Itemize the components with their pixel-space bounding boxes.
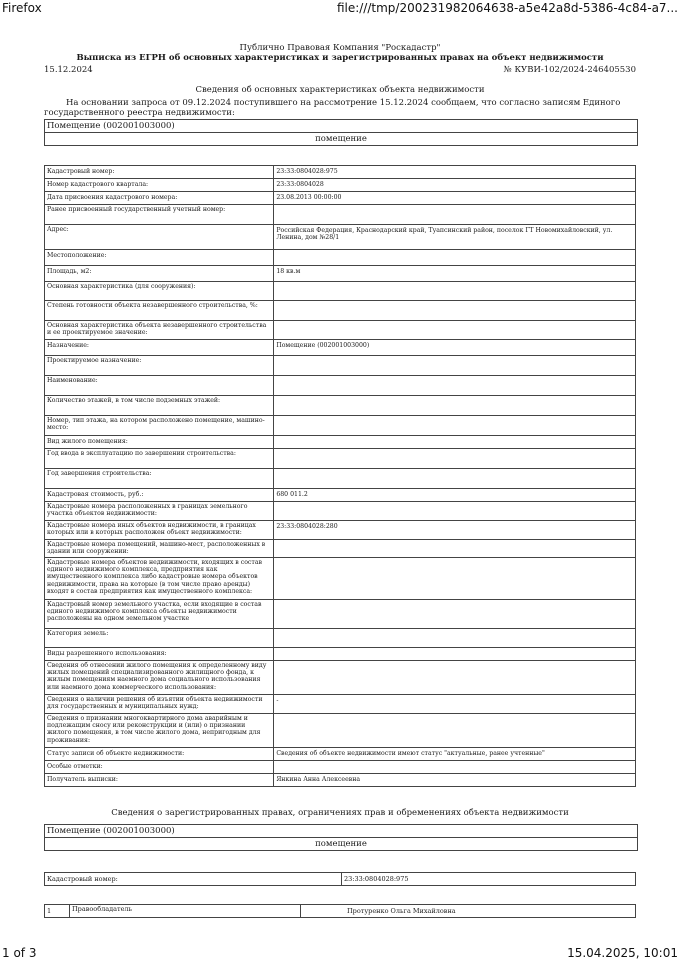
document-title: Выписка из ЕГРН об основных характеристиках и зарегистрированных правах на объект недвижимости: [76, 53, 604, 63]
row-value: [274, 761, 636, 774]
holder-value: Протуренко Ольга Михайловна: [301, 905, 636, 918]
row-value: -: [274, 695, 636, 714]
row-label: Виды разрешенного использования:: [45, 648, 274, 661]
row-label: Ранее присвоенный государственный учетный номер:: [45, 205, 274, 225]
row-label: Дата присвоения кадастрового номера:: [45, 192, 274, 205]
row-value: 23.08.2013 00:00:00: [274, 192, 636, 205]
holder-num: 1: [45, 905, 70, 918]
row-label: Основная характеристика (для сооружения):: [45, 282, 274, 301]
table-row: [45, 301, 636, 321]
row-label: Год ввода в эксплуатацию по завершении строительства:: [45, 449, 274, 469]
cad-value: 23:33:0804028:975: [342, 873, 636, 886]
object-name-rights: Помещение (002001003000): [45, 825, 637, 838]
rights-cadastral-table: [44, 872, 636, 886]
row-value: [274, 714, 636, 748]
table-row: [45, 321, 636, 340]
table-row: [45, 540, 636, 558]
table-row: [45, 873, 636, 886]
table-row: [45, 714, 636, 748]
table-row: [45, 521, 636, 540]
table-row: [45, 192, 636, 205]
row-value: [274, 376, 636, 396]
table-row: [45, 282, 636, 301]
row-value: [274, 648, 636, 661]
row-label: Кадастровые номера помещений, машино-мест, расположенных в здании или сооружении:: [45, 540, 274, 558]
print-datetime: 15.04.2025, 10:01: [567, 946, 678, 960]
characteristics-table: [44, 165, 636, 787]
object-name: Помещение (002001003000): [45, 120, 637, 133]
table-row: [45, 748, 636, 761]
row-label: Категория земель:: [45, 629, 274, 648]
row-label: Кадастровые номера расположенных в границах земельного участка объектов недвижимости:: [45, 502, 274, 521]
row-label: Назначение:: [45, 340, 274, 356]
row-value: [274, 416, 636, 436]
row-label: Адрес:: [45, 225, 274, 250]
row-label: Наименование:: [45, 376, 274, 396]
table-row: [45, 436, 636, 449]
table-row: [45, 629, 636, 648]
row-value: Янкина Анна Алексеевна: [274, 774, 636, 787]
object-box-rights: [44, 824, 638, 851]
row-label: Кадастровый номер земельного участка, если входящие в состав единого недвижимого комплекса объекты недвижимости расположены на одном земельном участке: [45, 600, 274, 629]
row-label: Площадь, м2:: [45, 266, 274, 282]
row-label: Сведения о признании многоквартирного дома аварийным и подлежащим сносу или реконструкции и (или) о признании жилого помещения, в том числе жилого дома, непригодным для проживания:: [45, 714, 274, 748]
object-type-rights: помещение: [315, 839, 367, 849]
document-number: № КУВИ-102/2024-246405530: [503, 65, 636, 75]
row-value: [274, 600, 636, 629]
intro-paragraph: На основании запроса от 09.12.2024 поступившего на рассмотрение 15.12.2024 сообщаем, что согласно записям Единого государственного реестра недвижимости:: [44, 98, 621, 118]
table-row: [45, 396, 636, 416]
row-value: [274, 205, 636, 225]
table-row: [45, 340, 636, 356]
row-label: Номер, тип этажа, на котором расположено помещение, машино-место:: [45, 416, 274, 436]
row-value: [274, 356, 636, 376]
row-value: [274, 540, 636, 558]
section-title-rights: Сведения о зарегистрированных правах, ограничениях прав и обременениях объекта недвижимости: [111, 808, 569, 818]
cad-label: Кадастровый номер:: [45, 873, 342, 886]
row-label: Кадастровые номера объектов недвижимости, входящих в состав единого недвижимого комплекса, предприятия как имущественного комплекса либо кадастровые номера объектов недвижимости, права на которые (в том числе право аренды) входят в состав предприятия как имущественного комплекса:: [45, 558, 274, 600]
table-row: [45, 266, 636, 282]
table-row: [45, 250, 636, 266]
row-label: Количество этажей, в том числе подземных этажей:: [45, 396, 274, 416]
row-value: Помещение (002001003000): [274, 340, 636, 356]
table-row: [45, 502, 636, 521]
table-row: [45, 774, 636, 787]
holder-label: Правообладатель: [70, 905, 301, 918]
page-url: file:///tmp/200231982064638-a5e42a8d-5386-4c84-a7...: [336, 1, 678, 15]
row-label: Номер кадастрового квартала:: [45, 179, 274, 192]
row-value: 18 кв.м: [274, 266, 636, 282]
table-row: [45, 225, 636, 250]
row-value: [274, 250, 636, 266]
section-title-characteristics: Сведения об основных характеристиках объекта недвижимости: [195, 85, 485, 95]
table-row: [45, 449, 636, 469]
row-label: Кадастровый номер:: [45, 166, 274, 179]
table-row: [45, 905, 636, 918]
row-value: Российская Федерация, Краснодарский край, Туапсинский район, поселок ГТ Новомихайловский, ул. Ленина, дом №28/1: [274, 225, 636, 250]
table-row: [45, 489, 636, 502]
table-row: [45, 416, 636, 436]
row-label: Сведения об отнесении жилого помещения к определенному виду жилых помещений специализированного жилищного фонда, к жилым помещениям наемного дома социального использования или наемного дома коммерческого использования:: [45, 661, 274, 695]
row-value: [274, 502, 636, 521]
row-value: [274, 436, 636, 449]
organization-name: Публично Правовая Компания "Роскадастр": [239, 43, 441, 53]
row-value: [274, 661, 636, 695]
table-row: [45, 600, 636, 629]
table-row: [45, 179, 636, 192]
object-box: [44, 119, 638, 146]
row-value: [274, 449, 636, 469]
table-row: [45, 661, 636, 695]
row-value: 23:33:0804028:975: [274, 166, 636, 179]
table-row: [45, 205, 636, 225]
row-label: Кадастровые номера иных объектов недвижимости, в границах которых или в которых расположен объект недвижимости:: [45, 521, 274, 540]
row-label: Получатель выписки:: [45, 774, 274, 787]
row-value: [274, 558, 636, 600]
browser-title: Firefox: [2, 1, 42, 15]
row-label: Вид жилого помещения:: [45, 436, 274, 449]
row-label: Год завершения строительства:: [45, 469, 274, 489]
table-row: [45, 166, 636, 179]
document-date: 15.12.2024: [44, 65, 93, 75]
page-indicator: 1 of 3: [2, 946, 37, 960]
table-row: [45, 695, 636, 714]
row-value: [274, 396, 636, 416]
row-value: [274, 629, 636, 648]
table-row: [45, 376, 636, 396]
table-row: [45, 356, 636, 376]
row-label: Местоположение:: [45, 250, 274, 266]
row-label: Особые отметки:: [45, 761, 274, 774]
row-value: [274, 321, 636, 340]
table-row: [45, 469, 636, 489]
row-label: Кадастровая стоимость, руб.:: [45, 489, 274, 502]
row-value: 680 011.2: [274, 489, 636, 502]
holder-table: [44, 904, 636, 918]
row-value: [274, 469, 636, 489]
row-label: Статус записи об объекте недвижимости:: [45, 748, 274, 761]
table-row: [45, 558, 636, 600]
object-type: помещение: [315, 134, 367, 144]
row-label: Степень готовности объекта незавершенного строительства, %:: [45, 301, 274, 321]
row-label: Проектируемое назначение:: [45, 356, 274, 376]
row-value: Сведения об объекте недвижимости имеют статус "актуальные, ранее учтенные": [274, 748, 636, 761]
row-label: Основная характеристика объекта незавершенного строительства и ее проектируемое значение:: [45, 321, 274, 340]
row-value: 23:33:0804028: [274, 179, 636, 192]
row-value: [274, 301, 636, 321]
row-label: Сведения о наличии решения об изъятии объекта недвижимости для государственных и муниципальных нужд:: [45, 695, 274, 714]
table-row: [45, 761, 636, 774]
row-value: [274, 282, 636, 301]
row-value: 23:33:0804028:280: [274, 521, 636, 540]
table-row: [45, 648, 636, 661]
